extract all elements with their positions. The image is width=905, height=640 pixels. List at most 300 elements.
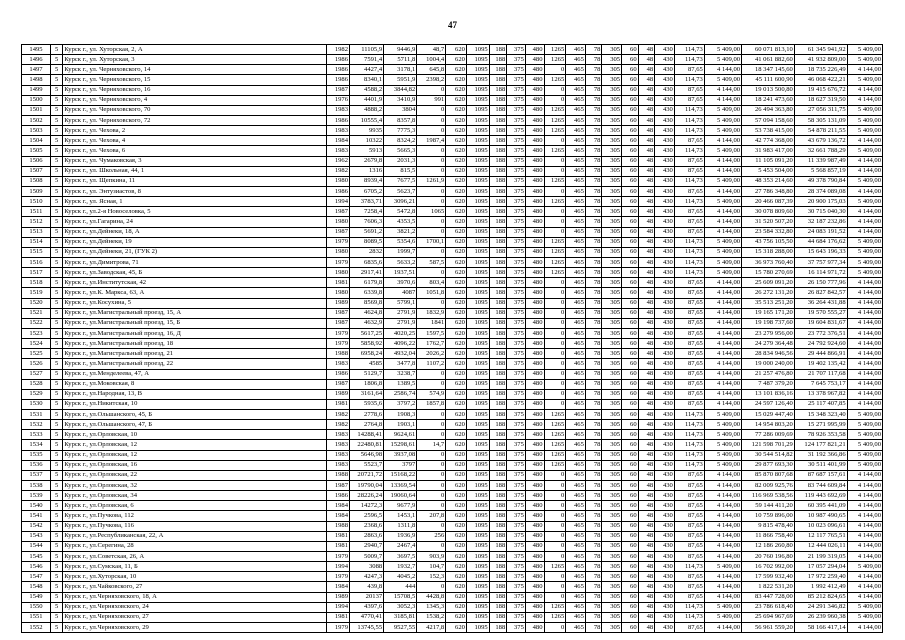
table-cell: 1453,1 — [384, 511, 417, 521]
table-cell: 430 — [655, 359, 675, 369]
table-cell: 5951,9 — [384, 75, 417, 85]
table-cell: 3844,82 — [384, 85, 417, 95]
table-cell: 620 — [446, 288, 467, 298]
table-cell: 10322 — [350, 136, 384, 146]
table-cell: 87,65 — [674, 369, 704, 379]
table-cell: 5633,2 — [384, 257, 417, 267]
table-cell: 188 — [489, 45, 507, 55]
table-cell: 465 — [566, 582, 586, 592]
table-cell: 480 — [525, 470, 544, 480]
table-cell: 375 — [507, 257, 526, 267]
table-cell: 480 — [525, 521, 544, 531]
table-cell: 48 — [638, 501, 655, 511]
table-cell: 375 — [507, 217, 526, 227]
table-cell: 48 — [638, 186, 655, 196]
table-cell: 24 597 126,40 — [742, 399, 795, 409]
table-cell: 1539 — [22, 491, 51, 501]
table-cell: 4 144,00 — [704, 95, 741, 105]
table-cell: 48 — [638, 450, 655, 460]
table-cell: 48 — [638, 146, 655, 156]
table-cell: 1095 — [466, 55, 489, 65]
table-cell: 480 — [525, 55, 544, 65]
table-cell: Курск г., ул.Косухина, 5 — [63, 298, 327, 308]
table-cell: 5 — [50, 237, 62, 247]
table-cell: 5665,3 — [384, 146, 417, 156]
table-cell: 305 — [602, 308, 622, 318]
table-cell: 60 — [622, 460, 639, 470]
table-cell: 0 — [544, 623, 566, 633]
table-cell: 58 305 131,09 — [794, 115, 847, 125]
table-cell: 1517 — [22, 268, 51, 278]
table-cell: 4020,25 — [384, 328, 417, 338]
table-cell: 620 — [446, 399, 467, 409]
table-cell: Курск г., ул.Хуторская, 10 — [63, 572, 327, 582]
table-cell: 4 144,00 — [847, 511, 882, 521]
table-row — [22, 257, 883, 267]
table-cell: Курск г., ул.Дейнеки, 21, (ГУК 2) — [63, 247, 327, 257]
table-cell: 48 353 214,60 — [742, 176, 795, 186]
table-cell: 3185,81 — [384, 612, 417, 622]
table-cell: 0 — [544, 288, 566, 298]
table-cell: 11 866 758,40 — [742, 531, 795, 541]
table-cell: 5 — [50, 136, 62, 146]
table-cell: 2791,9 — [384, 308, 417, 318]
table-cell: 48 — [638, 440, 655, 450]
table-cell: 430 — [655, 552, 675, 562]
table-cell: 375 — [507, 328, 526, 338]
table-cell: 480 — [525, 207, 544, 217]
table-cell: 0 — [544, 521, 566, 531]
table-cell: 4 144,00 — [847, 552, 882, 562]
table-cell: Курск г., ул. Щепкина, 11 — [63, 176, 327, 186]
table-cell: 78 — [585, 470, 602, 480]
table-cell: 0 — [417, 105, 446, 115]
table-cell: 0 — [417, 247, 446, 257]
table-cell: 4 144,00 — [847, 399, 882, 409]
table-cell: 1532 — [22, 420, 51, 430]
table-cell: 83 447 728,00 — [742, 592, 795, 602]
table-cell: 104,7 — [417, 562, 446, 572]
table-cell: 430 — [655, 247, 675, 257]
table-cell: 114,73 — [674, 430, 704, 440]
table-cell: 375 — [507, 389, 526, 399]
table-cell: 87,65 — [674, 511, 704, 521]
table-cell: 78 — [585, 531, 602, 541]
table-cell: 375 — [507, 95, 526, 105]
table-cell: 620 — [446, 359, 467, 369]
table-cell: 0 — [544, 481, 566, 491]
table-cell: 78 — [585, 612, 602, 622]
table-cell: Курск г., ул. Хуторская, 3 — [63, 55, 327, 65]
table-cell: 305 — [602, 399, 622, 409]
table-cell: 1994 — [327, 197, 350, 207]
table-cell: 1979 — [327, 237, 350, 247]
table-cell: 78 — [585, 420, 602, 430]
table-cell: 0 — [544, 389, 566, 399]
table-cell: 0 — [417, 156, 446, 166]
table-cell: 188 — [489, 176, 507, 186]
table-cell: 305 — [602, 45, 622, 55]
table-cell: 188 — [489, 501, 507, 511]
table-cell: 48 — [638, 136, 655, 146]
table-cell: 4 144,00 — [847, 592, 882, 602]
table-cell: 430 — [655, 501, 675, 511]
table-cell: 430 — [655, 308, 675, 318]
table-cell: 48 — [638, 207, 655, 217]
table-cell: 82 009 925,76 — [742, 481, 795, 491]
table-row — [22, 552, 883, 562]
table-cell: 3804 — [384, 105, 417, 115]
table-cell: 305 — [602, 470, 622, 480]
table-cell: 1597,5 — [417, 328, 446, 338]
table-cell: 60 — [622, 379, 639, 389]
table-cell: 305 — [602, 511, 622, 521]
buildings-table — [21, 44, 883, 633]
table-cell: 78 — [585, 45, 602, 55]
table-cell: 305 — [602, 623, 622, 633]
table-cell: 1095 — [466, 339, 489, 349]
table-cell: 620 — [446, 410, 467, 420]
table-cell: 22480,81 — [350, 440, 384, 450]
table-cell: 4 144,00 — [704, 298, 741, 308]
table-cell: 60 — [622, 268, 639, 278]
table-cell: 5 409,00 — [847, 75, 882, 85]
table-cell: 465 — [566, 460, 586, 470]
table-cell: 5 — [50, 491, 62, 501]
table-cell: 1 992 412,49 — [794, 582, 847, 592]
table-cell: 20721,72 — [350, 470, 384, 480]
table-cell: 1551 — [22, 612, 51, 622]
table-cell: 5 409,00 — [847, 257, 882, 267]
table-cell: 1265 — [544, 105, 566, 115]
table-cell: 60 — [622, 176, 639, 186]
table-cell: 78 — [585, 511, 602, 521]
table-cell: 1265 — [544, 197, 566, 207]
table-cell: 1095 — [466, 602, 489, 612]
table-cell: 1981 — [327, 541, 350, 551]
table-cell: 305 — [602, 339, 622, 349]
table-cell: 5 — [50, 399, 62, 409]
table-cell: 188 — [489, 136, 507, 146]
table-cell: 19 165 171,20 — [742, 308, 795, 318]
table-cell: Курск г., ул.Магистральный проезд, 22 — [63, 359, 327, 369]
table-cell: 11 339 987,49 — [794, 156, 847, 166]
table-cell: 465 — [566, 450, 586, 460]
table-cell: 1265 — [544, 45, 566, 55]
table-cell: 3477,8 — [384, 359, 417, 369]
table-cell: 48 — [638, 582, 655, 592]
table-cell: 21 707 117,68 — [794, 369, 847, 379]
table-cell: 42 774 368,00 — [742, 136, 795, 146]
table-cell: 4770,41 — [350, 612, 384, 622]
table-cell: 1552 — [22, 623, 51, 633]
table-cell: 1981 — [327, 399, 350, 409]
table-cell: 620 — [446, 552, 467, 562]
table-cell: 59 144 411,20 — [742, 501, 795, 511]
table-cell: 1525 — [22, 349, 51, 359]
table-cell: 305 — [602, 450, 622, 460]
table-cell: 116 969 538,56 — [742, 491, 795, 501]
table-cell: 1095 — [466, 85, 489, 95]
table-cell: 5 409,00 — [847, 562, 882, 572]
table-cell: 1095 — [466, 562, 489, 572]
table-cell: 0 — [417, 582, 446, 592]
table-cell: 620 — [446, 237, 467, 247]
table-cell: 480 — [525, 420, 544, 430]
table-cell: 5 — [50, 105, 62, 115]
table-cell: 1521 — [22, 308, 51, 318]
table-cell: 60 — [622, 369, 639, 379]
table-cell: 620 — [446, 389, 467, 399]
table-cell: 31 192 366,86 — [794, 450, 847, 460]
table-cell: 5 409,00 — [847, 602, 882, 612]
table-cell: 4 144,00 — [704, 349, 741, 359]
table-cell: 1095 — [466, 460, 489, 470]
table-cell: 57 094 158,60 — [742, 115, 795, 125]
table-cell: 480 — [525, 410, 544, 420]
table-cell: 60 — [622, 55, 639, 65]
table-cell: 1987 — [327, 318, 350, 328]
table-row — [22, 592, 883, 602]
table-cell: 480 — [525, 105, 544, 115]
table-cell: 620 — [446, 511, 467, 521]
table-cell: 903,9 — [417, 552, 446, 562]
table-row — [22, 481, 883, 491]
table-cell: 375 — [507, 612, 526, 622]
table-cell: 1541 — [22, 511, 51, 521]
table-cell: 1265 — [544, 115, 566, 125]
table-cell: 1528 — [22, 379, 51, 389]
table-cell: 60 — [622, 136, 639, 146]
table-cell: 23 772 376,51 — [794, 328, 847, 338]
table-cell: 5 409,00 — [847, 176, 882, 186]
table-cell: 1095 — [466, 612, 489, 622]
table-cell: 78 — [585, 328, 602, 338]
table-cell: 620 — [446, 75, 467, 85]
table-cell: 46 068 422,21 — [794, 75, 847, 85]
table-cell: 465 — [566, 328, 586, 338]
table-cell: 188 — [489, 85, 507, 95]
table-cell: 375 — [507, 470, 526, 480]
table-cell: 60 — [622, 45, 639, 55]
table-row — [22, 440, 883, 450]
table-cell: 114,73 — [674, 126, 704, 136]
table-row — [22, 349, 883, 359]
table-cell: 1986 — [327, 491, 350, 501]
table-cell: 188 — [489, 166, 507, 176]
table-cell: 5 — [50, 410, 62, 420]
table-cell: 188 — [489, 541, 507, 551]
table-cell: 58 166 417,14 — [794, 623, 847, 633]
table-cell: 78 — [585, 237, 602, 247]
table-cell: 5858,92 — [350, 339, 384, 349]
table-cell: 465 — [566, 55, 586, 65]
table-cell: 78 — [585, 318, 602, 328]
table-cell: 9935 — [350, 126, 384, 136]
table-row — [22, 186, 883, 196]
table-cell: 5 — [50, 501, 62, 511]
table-cell: 1095 — [466, 592, 489, 602]
table-cell: 48 — [638, 318, 655, 328]
table-cell: 4 144,00 — [704, 379, 741, 389]
table-cell: 48 — [638, 481, 655, 491]
table-cell: 0 — [544, 592, 566, 602]
table-cell: 0 — [417, 420, 446, 430]
table-cell: 37 757 977,34 — [794, 257, 847, 267]
table-cell: 991 — [417, 95, 446, 105]
table-row — [22, 541, 883, 551]
table-cell: 1986 — [327, 186, 350, 196]
table-cell: Курск г., ул. Черняховского, 15 — [63, 75, 327, 85]
table-row — [22, 359, 883, 369]
table-cell: 5 409,00 — [704, 176, 741, 186]
table-cell: 1095 — [466, 105, 489, 115]
table-cell: 1530 — [22, 399, 51, 409]
table-cell: 1499 — [22, 85, 51, 95]
table-cell: 188 — [489, 389, 507, 399]
table-cell: 4 144,00 — [847, 349, 882, 359]
table-cell: 430 — [655, 623, 675, 633]
table-cell: 305 — [602, 85, 622, 95]
table-cell: 375 — [507, 65, 526, 75]
table-cell: 4 144,00 — [847, 156, 882, 166]
table-cell: 305 — [602, 136, 622, 146]
table-cell: 87,65 — [674, 166, 704, 176]
table-cell: 1523 — [22, 328, 51, 338]
table-cell: Курск г., ул.Сумская, 11, Б — [63, 562, 327, 572]
table-cell: 430 — [655, 470, 675, 480]
table-row — [22, 491, 883, 501]
table-cell: 87,65 — [674, 552, 704, 562]
table-cell: 15708,5 — [384, 592, 417, 602]
table-cell: 4 144,00 — [847, 186, 882, 196]
table-cell: 114,73 — [674, 45, 704, 55]
table-cell: 430 — [655, 369, 675, 379]
table-cell: 60 — [622, 217, 639, 227]
table-cell: 48 — [638, 552, 655, 562]
table-cell: 60 — [622, 278, 639, 288]
table-cell: 0 — [417, 410, 446, 420]
table-cell: Курск г., ул.Орловская, 16 — [63, 460, 327, 470]
table-cell: 1983 — [327, 430, 350, 440]
table-cell: 188 — [489, 197, 507, 207]
table-cell: 0 — [544, 308, 566, 318]
table-cell: 4 144,00 — [704, 217, 741, 227]
table-cell: 0 — [417, 501, 446, 511]
table-cell: 5 409,00 — [704, 55, 741, 65]
table-cell: 188 — [489, 349, 507, 359]
table-cell: 188 — [489, 440, 507, 450]
table-cell: 620 — [446, 217, 467, 227]
table-cell: 78 — [585, 105, 602, 115]
table-cell: Курск г., ул.Орловская, 12 — [63, 440, 327, 450]
table-row — [22, 399, 883, 409]
table-cell: 430 — [655, 257, 675, 267]
table-cell: 1538,2 — [417, 612, 446, 622]
table-cell: Курск г., ул.Народная, 13, В — [63, 389, 327, 399]
table-cell: 5 — [50, 55, 62, 65]
table-cell: 305 — [602, 126, 622, 136]
table-cell: 620 — [446, 166, 467, 176]
table-cell: 4247,3 — [350, 572, 384, 582]
table-cell: 48 — [638, 349, 655, 359]
table-cell: 78 — [585, 440, 602, 450]
table-cell: 188 — [489, 491, 507, 501]
table-row — [22, 197, 883, 207]
table-cell: 5 — [50, 481, 62, 491]
table-cell: 480 — [525, 369, 544, 379]
table-cell: 1982 — [327, 45, 350, 55]
table-cell: 465 — [566, 562, 586, 572]
table-cell: 48 — [638, 328, 655, 338]
table-cell: 60 — [622, 186, 639, 196]
table-cell: Курск г., ул. Ясная, 1 — [63, 197, 327, 207]
table-cell: 1502 — [22, 115, 51, 125]
table-cell: 44 684 176,62 — [794, 237, 847, 247]
table-cell: 480 — [525, 176, 544, 186]
table-cell: 5 409,00 — [704, 115, 741, 125]
table-cell: Курск г., ул.К. Маркса, 63, А — [63, 288, 327, 298]
table-cell: 375 — [507, 176, 526, 186]
table-cell: 375 — [507, 379, 526, 389]
table-cell: 2863,6 — [350, 531, 384, 541]
table-cell: 480 — [525, 612, 544, 622]
table-cell: 1988 — [327, 349, 350, 359]
table-cell: 60 — [622, 288, 639, 298]
table-cell: 430 — [655, 491, 675, 501]
table-cell: 375 — [507, 318, 526, 328]
table-cell: 188 — [489, 105, 507, 115]
table-cell: 61 345 941,92 — [794, 45, 847, 55]
table-cell: 78 — [585, 247, 602, 257]
table-cell: 30 544 514,82 — [742, 450, 795, 460]
table-cell: 1095 — [466, 227, 489, 237]
table-cell: Курск г., ул.Пучкова, 116 — [63, 521, 327, 531]
table-cell: 305 — [602, 75, 622, 85]
table-cell: 465 — [566, 278, 586, 288]
table-cell: 5 409,00 — [704, 75, 741, 85]
table-row — [22, 268, 883, 278]
table-cell: 3052,3 — [384, 602, 417, 612]
table-cell: 78 — [585, 268, 602, 278]
table-cell: 5 409,00 — [847, 197, 882, 207]
table-cell: 305 — [602, 278, 622, 288]
table-cell: 1988 — [327, 470, 350, 480]
table-cell: 480 — [525, 501, 544, 511]
table-cell: 87 687 157,61 — [794, 470, 847, 480]
table-cell: 1095 — [466, 288, 489, 298]
table-cell: 87,65 — [674, 288, 704, 298]
table-cell: 4 144,00 — [847, 227, 882, 237]
table-cell: 305 — [602, 237, 622, 247]
table-cell: 0 — [417, 268, 446, 278]
table-cell: 1509 — [22, 186, 51, 196]
table-cell: 1986 — [327, 369, 350, 379]
table-cell: 28 834 946,56 — [742, 349, 795, 359]
table-cell: 114,73 — [674, 602, 704, 612]
table-cell: 60 — [622, 562, 639, 572]
table-cell: 480 — [525, 460, 544, 470]
table-cell: 188 — [489, 268, 507, 278]
table-cell: 48 — [638, 45, 655, 55]
table-cell: 4428,8 — [417, 592, 446, 602]
table-cell: 620 — [446, 318, 467, 328]
table-cell: 430 — [655, 288, 675, 298]
table-row — [22, 65, 883, 75]
table-cell: 305 — [602, 176, 622, 186]
table-cell: 48 — [638, 197, 655, 207]
table-cell: 5 — [50, 582, 62, 592]
